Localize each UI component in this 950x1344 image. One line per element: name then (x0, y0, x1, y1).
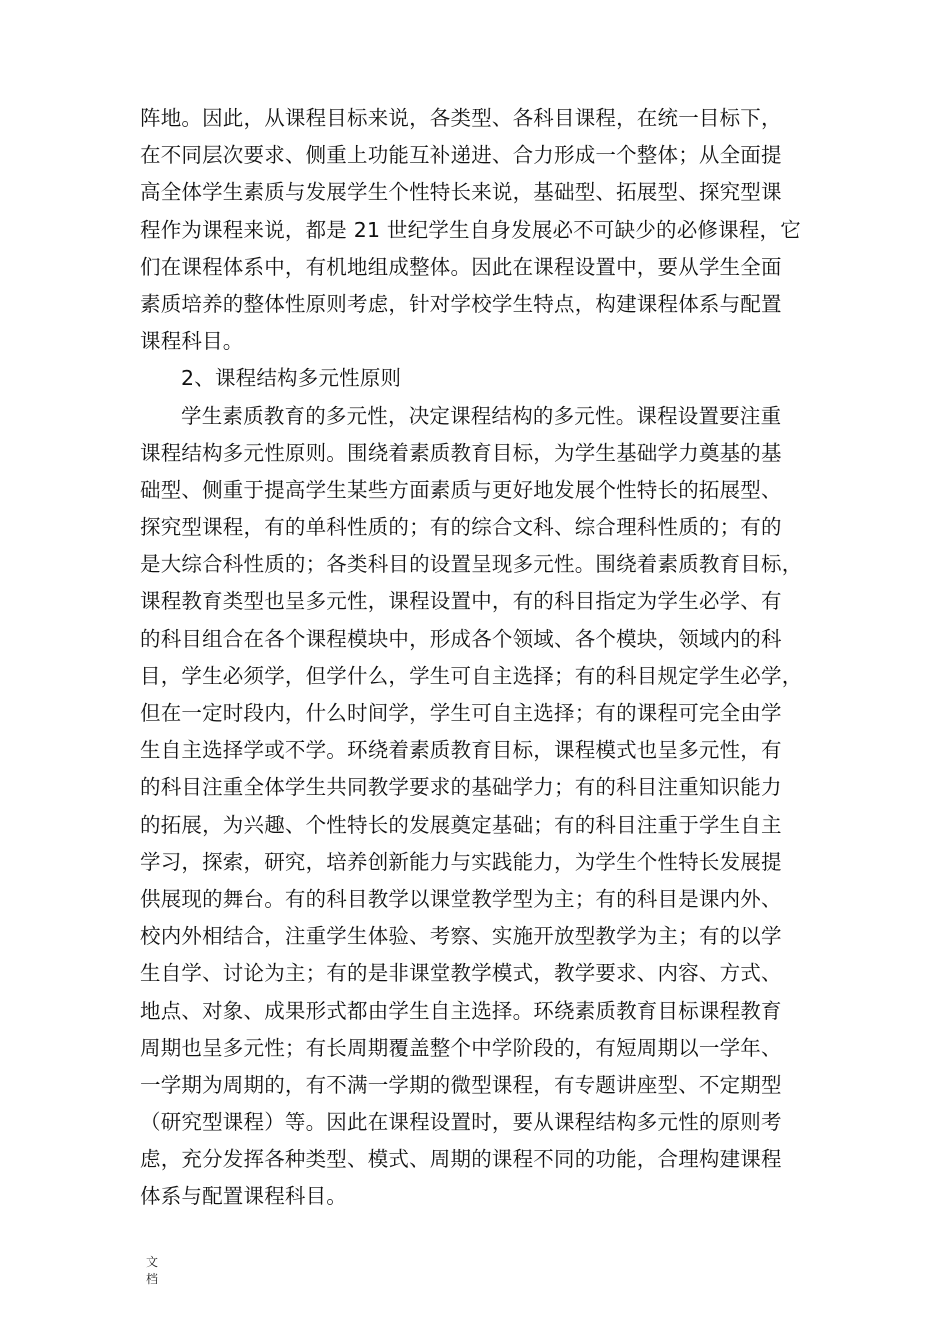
text-line: 课程教育类型也呈多元性，课程设置中，有的科目指定为学生必学、有 (140, 589, 782, 614)
section-heading: 2、课程结构多元性原则 (181, 366, 402, 391)
text-line: 供展现的舞台。有的科目教学以课堂教学型为主；有的科目是课内外、 (140, 886, 782, 911)
page-footer (146, 1254, 166, 1288)
text-line: 虑，充分发挥各种类型、模式、周期的课程不同的功能，合理构建课程 (140, 1147, 782, 1172)
text-line: 的拓展，为兴趣、个性特长的发展奠定基础；有的科目注重于学生自主 (140, 812, 782, 837)
text-line: 校内外相结合，注重学生体验、考察、实施开放型教学为主；有的以学 (140, 924, 782, 949)
text-line: 一学期为周期的，有不满一学期的微型课程，有专题讲座型、不定期型 (140, 1072, 782, 1097)
footer-char: 文 (146, 1255, 159, 1269)
text-line: 周期也呈多元性；有长周期覆盖整个中学阶段的，有短周期以一学年、 (140, 1035, 782, 1060)
text-line: 程作为课程来说，都是 21 世纪学生自身发展必不可缺少的必修课程，它 (140, 217, 801, 242)
text-line: 学习，探索，研究，培养创新能力与实践能力，为学生个性特长发展提 (140, 849, 782, 874)
text-line: 素质培养的整体性原则考虑，针对学校学生特点，构建课程体系与配置 (140, 291, 782, 316)
body-text (140, 100, 830, 1216)
text-line: 的科目组合在各个课程模块中，形成各个领域、各个模块，领域内的科 (140, 626, 782, 651)
text-line: （研究型课程）等。因此在课程设置时，要从课程结构多元性的原则考 (140, 1110, 782, 1135)
text-line: 生自学、讨论为主；有的是非课堂教学模式，教学要求、内容、方式、 (140, 961, 782, 986)
text-line: 体系与配置课程科目。 (140, 1184, 347, 1209)
text-line: 地点、对象、成果形式都由学生自主选择。环绕素质教育目标课程教育 (140, 998, 782, 1023)
text-line: 课程结构多元性原则。围绕着素质教育目标，为学生基础学力奠基的基 (140, 440, 782, 465)
text-line: 在不同层次要求、侧重上功能互补递进、合力形成一个整体；从全面提 (140, 143, 782, 168)
text-line: 但在一定时段内，什么时间学，学生可自主选择；有的课程可完全由学 (140, 701, 782, 725)
text-line: 础型、侧重于提高学生某些方面素质与更好地发展个性特长的拓展型、 (140, 477, 782, 502)
text-line: 探究型课程，有的单科性质的；有的综合文科、综合理科性质的；有的 (140, 515, 782, 540)
text-line: 们在课程体系中，有机地组成整体。因此在课程设置中，要从学生全面 (140, 254, 782, 279)
text-line: 的科目注重全体学生共同教学要求的基础学力；有的科目注重知识能力 (140, 775, 782, 800)
text-line: 阵地。因此，从课程目标来说，各类型、各科目课程，在统一目标下， (140, 106, 782, 130)
text-line: 目，学生必须学，但学什么，学生可自主选择；有的科目规定学生必学， (140, 663, 803, 688)
text-line: 是大综合科性质的；各类科目的设置呈现多元性。围绕着素质教育目标， (140, 552, 803, 577)
footer-char: 档 (146, 1272, 159, 1286)
text-line: 课程科目。 (140, 329, 244, 354)
text-line: 高全体学生素质与发展学生个性特长来说，基础型、拓展型、探究型课 (140, 180, 782, 205)
text-line: 生自主选择学或不学。环绕着素质教育目标，课程模式也呈多元性，有 (140, 738, 782, 763)
paragraph-start: 学生素质教育的多元性，决定课程结构的多元性。课程设置要注重 (181, 403, 782, 428)
